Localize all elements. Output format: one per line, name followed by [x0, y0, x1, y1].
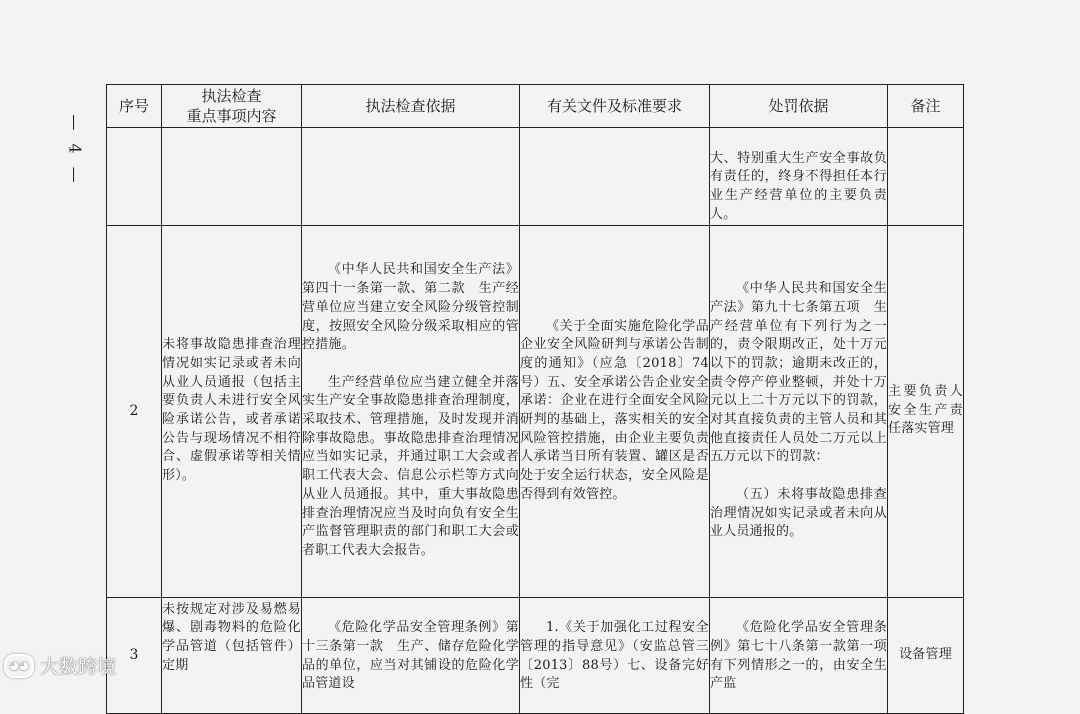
row-item: 未将事故隐患排查治理情况如实记录或者未向从业人员通报（包括主要负责人未进行安全风险承诺公告，或者承诺公告与现场情况不相符合、虚假承诺等相关情形）。 [162, 225, 302, 597]
row-docs [520, 225, 710, 597]
table-row [107, 225, 964, 597]
docs-paragraph: 《关于全面实施危险化学品企业安全风险研判与承诺公告制度的通知》（应急〔2018〕74号）五、安全承诺公告企业安全承诺：企业在进行全面安全风险研判的基础上，落实相关的安全风险管控措施，由企业主要负责人承诺当日所有装置、罐区是否处于安全运行状态，安全风险是否得到有效管控。 [520, 318, 709, 502]
basis-paragraph: 《中华人民共和国安全生产法》第四十一条第一款、第二款 生产经营单位应当建立安全风险分级管控制度，按照安全风险分级采取相应的管控措施。 [302, 262, 519, 353]
row-docs [520, 597, 710, 713]
row-number: 2 [107, 225, 162, 597]
watermark-text: 大数跨境 [40, 656, 117, 678]
row-penalty [710, 597, 901, 713]
row-basis [302, 128, 520, 226]
row-number [107, 128, 162, 226]
row-item: 未按规定对涉及易燃易爆、剧毒物料的危险化学品管道（包括管件）定期 [162, 597, 302, 713]
basis-paragraph: 《危险化学品安全管理条例》第十三条第一款 生产、储存危险化学品的单位，应当对其铺设的危险化学品管道设 [302, 620, 519, 692]
header-docs: 有关文件及标准要求 [520, 85, 710, 128]
penalty-paragraph: 《中华人民共和国安全生产法》第九十七条第五项 生产经营单位有下列行为之一的，责令限期改正，处十万元以下的罚款；逾期未改正的，责令停产停业整顿，并处十万元以上二十万元以下的罚款，对其直接负责的主管人员和其他直接责任人员处二万元以上五万元以下的罚款： [710, 281, 887, 465]
basis-paragraph: 生产经营单位应当建立健全并落实生产安全事故隐患排查治理制度，采取技术、管理措施，及时发现并消除事故隐患。事故隐患排查治理情况应当如实记录，并通过职工大会或者职工代表大会、信息公示栏等方式向从业人员通报。其中，重大事故隐患排查治理情况应当及时向负有安全生产监督管理职责的部门和职工大会或者职工代表大会报告。 [302, 374, 519, 558]
header-item: 执法检查 重点事项内容 [162, 85, 302, 128]
row-remark [888, 128, 964, 226]
row-docs [520, 128, 710, 226]
header-row [107, 85, 964, 128]
penalty-paragraph: 《危险化学品安全管理条例》第七十八条第一款第一项 有下列情形之一的，由安全生产监 [710, 620, 901, 692]
header-seq: 序号 [107, 85, 162, 128]
weibo-logo-icon: ◕◕ [4, 654, 34, 678]
row-remark: 设备管理 [888, 597, 964, 713]
penalty-paragraph: （五）未将事故隐患排查治理情况如实记录或者未向从业人员通报的。 [710, 486, 887, 540]
row-basis [302, 597, 520, 713]
page-number: — 4 — [65, 113, 85, 187]
row-remark: 主要负责人安全生产责任落实管理 [888, 225, 964, 597]
row-item [162, 128, 302, 226]
row-number: 3 [107, 597, 162, 713]
enforcement-table [106, 84, 964, 714]
header-basis: 执法检查依据 [302, 85, 520, 128]
row-penalty [710, 225, 888, 597]
row-basis [302, 225, 520, 597]
docs-paragraph: 1.《关于加强化工过程安全管理的指导意见》（安监总管三〔2013〕88号）七、设备完好性（完 [520, 620, 709, 692]
table-row [107, 597, 964, 713]
row-penalty [710, 128, 888, 226]
watermark [4, 652, 116, 679]
header-remark: 备注 [888, 85, 964, 128]
penalty-text: 大、特别重大生产安全事故负有责任的，终身不得担任本行业生产经营单位的主要负责人。 [710, 150, 887, 222]
table-row [107, 128, 964, 226]
header-penalty: 处罚依据 [710, 85, 888, 128]
